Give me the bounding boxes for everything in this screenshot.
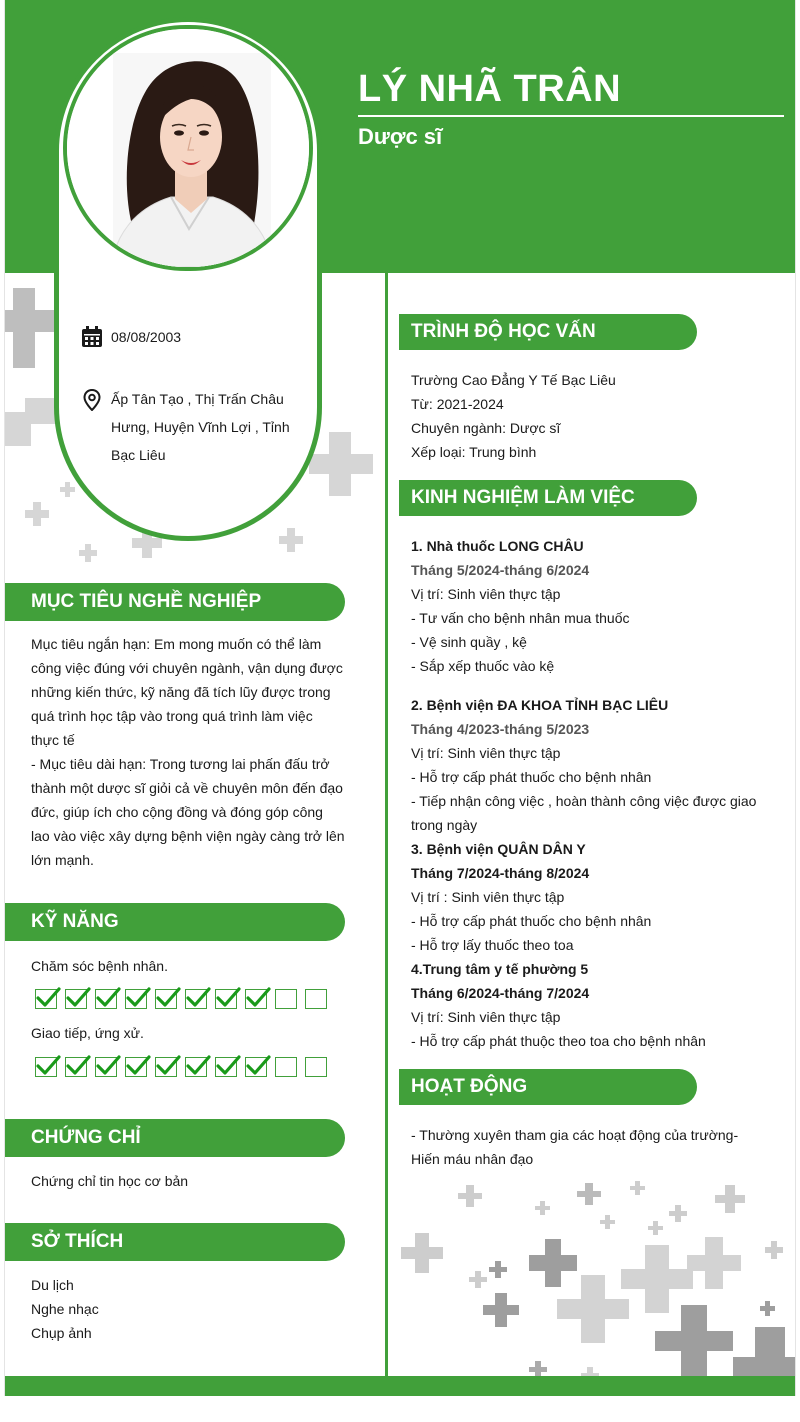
checkmark-icon <box>36 1055 60 1077</box>
checkmark-icon <box>186 987 210 1009</box>
objective-line: những kiến thức, kỹ năng đã tích lũy được trong <box>31 684 331 700</box>
experience-detail: - Hỗ trợ cấp phát thuốc cho bệnh nhân <box>411 769 652 785</box>
location-pin-icon <box>81 389 103 411</box>
address-line: Hưng, Huyện Vĩnh Lợi , Tỉnh <box>111 419 290 435</box>
education-heading: TRÌNH ĐỘ HỌC VẤN <box>399 314 697 350</box>
activity-line: Hiến máu nhân đạo <box>411 1151 534 1167</box>
experience-item <box>411 837 796 957</box>
experience-detail: Vị trí: Sinh viên thực tập <box>411 586 561 602</box>
checked-box <box>245 989 267 1009</box>
empty-box <box>305 989 327 1009</box>
experience-heading-2: 2. Bệnh viện ĐA KHOA TỈNH BẠC LIÊU <box>411 697 669 713</box>
checkmark-icon <box>216 1055 240 1077</box>
experience-detail: Vị trí: Sinh viên thực tập <box>411 1009 561 1025</box>
activity-line: - Thường xuyên tham gia các hoạt động của trường- <box>411 1127 739 1143</box>
hobbies-heading: SỞ THÍCH <box>5 1223 345 1261</box>
experience-detail: Vị trí: Sinh viên thực tập <box>411 745 561 761</box>
empty-box <box>275 1057 297 1077</box>
experience-period: Tháng 7/2024-tháng 8/2024 <box>411 865 590 881</box>
checkmark-icon <box>66 987 90 1009</box>
education-line: Từ: 2021-2024 <box>411 396 504 412</box>
activities-details <box>411 1123 796 1171</box>
experience-heading-3: 3. Bệnh viện QUÂN DÂN Y <box>411 841 586 857</box>
certificate-item: Chứng chỉ tin học cơ bản <box>31 1173 189 1189</box>
certificates-list <box>31 1169 341 1193</box>
education-line: Trường Cao Đẳng Y Tế Bạc Liêu <box>411 372 616 388</box>
experience-detail: - Sắp xếp thuốc vào kệ <box>411 658 555 674</box>
empty-box <box>305 1057 327 1077</box>
checked-box <box>95 1057 117 1077</box>
checkmark-icon <box>156 1055 180 1077</box>
experience-detail: Vị trí : Sinh viên thực tập <box>411 889 565 905</box>
experience-period: Tháng 4/2023-tháng 5/2023 <box>411 721 590 737</box>
address <box>111 385 290 469</box>
checkmark-icon <box>126 1055 150 1077</box>
career-objective-text <box>31 632 345 872</box>
objective-line: thực tế <box>31 732 75 748</box>
checked-box <box>185 1057 207 1077</box>
birthdate: 08/08/2003 <box>111 329 182 345</box>
skill-label: Giao tiếp, ứng xử. <box>31 1025 144 1041</box>
checked-box <box>125 989 147 1009</box>
experience-period: Tháng 5/2024-tháng 6/2024 <box>411 562 590 578</box>
checked-box <box>215 1057 237 1077</box>
checkmark-icon <box>246 1055 270 1077</box>
checked-box <box>245 1057 267 1077</box>
skill-label: Chăm sóc bệnh nhân. <box>31 958 168 974</box>
checked-box <box>35 1057 57 1077</box>
checked-box <box>65 1057 87 1077</box>
education-line: Xếp loại: Trung bình <box>411 444 537 460</box>
experience-heading-4: 4.Trung tâm y tế phường 5 <box>411 961 589 977</box>
address-line: Bạc Liêu <box>111 447 166 463</box>
checked-box <box>65 989 87 1009</box>
footer-band <box>5 1376 795 1396</box>
hobby-item: Nghe nhạc <box>31 1301 99 1317</box>
checked-box <box>35 989 57 1009</box>
skill-rating <box>35 1057 327 1081</box>
experience-detail: - Vệ sinh quầy , kệ <box>411 634 527 650</box>
experience-period: Tháng 6/2024-tháng 7/2024 <box>411 985 590 1001</box>
experience-item <box>411 534 796 678</box>
experience-heading: KINH NGHIỆM LÀM VIỆC <box>399 480 697 516</box>
certificates-heading: CHỨNG CHỈ <box>5 1119 345 1157</box>
experience-item <box>411 957 796 1053</box>
skills-heading: KỸ NĂNG <box>5 903 345 941</box>
experience-item <box>411 693 796 837</box>
checked-box <box>185 989 207 1009</box>
checked-box <box>95 989 117 1009</box>
decorative-crosses-bottom-right <box>395 1175 795 1380</box>
checked-box <box>215 989 237 1009</box>
objective-line: thành một dược sĩ giỏi cả về chuyên môn đến đạo <box>31 780 343 796</box>
objective-line: - Mục tiêu dài hạn: Trong tương lai phấn đấu trở <box>31 756 330 772</box>
experience-detail: - Hỗ trợ lấy thuốc theo toa <box>411 937 574 953</box>
checkmark-icon <box>246 987 270 1009</box>
calendar-icon <box>81 326 103 348</box>
education-line: Chuyên ngành: Dược sĩ <box>411 420 561 436</box>
checked-box <box>155 1057 177 1077</box>
objective-line: công việc đúng với chuyên ngành, vận dụng được <box>31 660 343 676</box>
candidate-name: LÝ NHÃ TRÂN <box>358 68 622 110</box>
education-details <box>411 368 791 464</box>
column-divider <box>385 273 388 1376</box>
address-line: Ấp Tân Tạo , Thị Trấn Châu <box>111 391 284 407</box>
skill-rating <box>35 989 327 1013</box>
objective-line: đức, giúp ích cho cộng đồng và đóng góp công <box>31 804 323 820</box>
objective-line: lao vào việc xây dựng bệnh viện ngày càng trở lên <box>31 828 345 844</box>
checkmark-icon <box>186 1055 210 1077</box>
checked-box <box>155 989 177 1009</box>
experience-detail: - Hỗ trợ cấp phát thuộc theo toa cho bệnh nhân <box>411 1033 706 1049</box>
candidate-job-title: Dược sĩ <box>358 124 443 149</box>
experience-heading-1: 1. Nhà thuốc LONG CHÂU <box>411 538 584 554</box>
activities-heading: HOẠT ĐỘNG <box>399 1069 697 1105</box>
name-underline <box>358 115 784 117</box>
checkmark-icon <box>96 987 120 1009</box>
experience-detail: - Tư vấn cho bệnh nhân mua thuốc <box>411 610 630 626</box>
experience-detail: - Hỗ trợ cấp phát thuốc cho bệnh nhân <box>411 913 652 929</box>
experience-detail: trong ngày <box>411 817 478 833</box>
objective-line: quá trình học tập vào trong quá trình làm việc <box>31 708 313 724</box>
hobby-item: Du lịch <box>31 1277 74 1293</box>
checkmark-icon <box>66 1055 90 1077</box>
experience-detail: - Tiếp nhận công việc , hoàn thành công việc được giao <box>411 793 757 809</box>
profile-photo <box>63 25 313 271</box>
objective-line: lớn mạnh. <box>31 852 94 868</box>
career-objective-heading: MỤC TIÊU NGHỀ NGHIỆP <box>5 583 345 621</box>
hobby-item: Chụp ảnh <box>31 1325 92 1341</box>
hobbies-list <box>31 1273 341 1345</box>
checked-box <box>125 1057 147 1077</box>
empty-box <box>275 989 297 1009</box>
checkmark-icon <box>36 987 60 1009</box>
checkmark-icon <box>156 987 180 1009</box>
objective-line: Mục tiêu ngắn hạn: Em mong muốn có thể làm <box>31 636 322 652</box>
checkmark-icon <box>126 987 150 1009</box>
checkmark-icon <box>96 1055 120 1077</box>
checkmark-icon <box>216 987 240 1009</box>
